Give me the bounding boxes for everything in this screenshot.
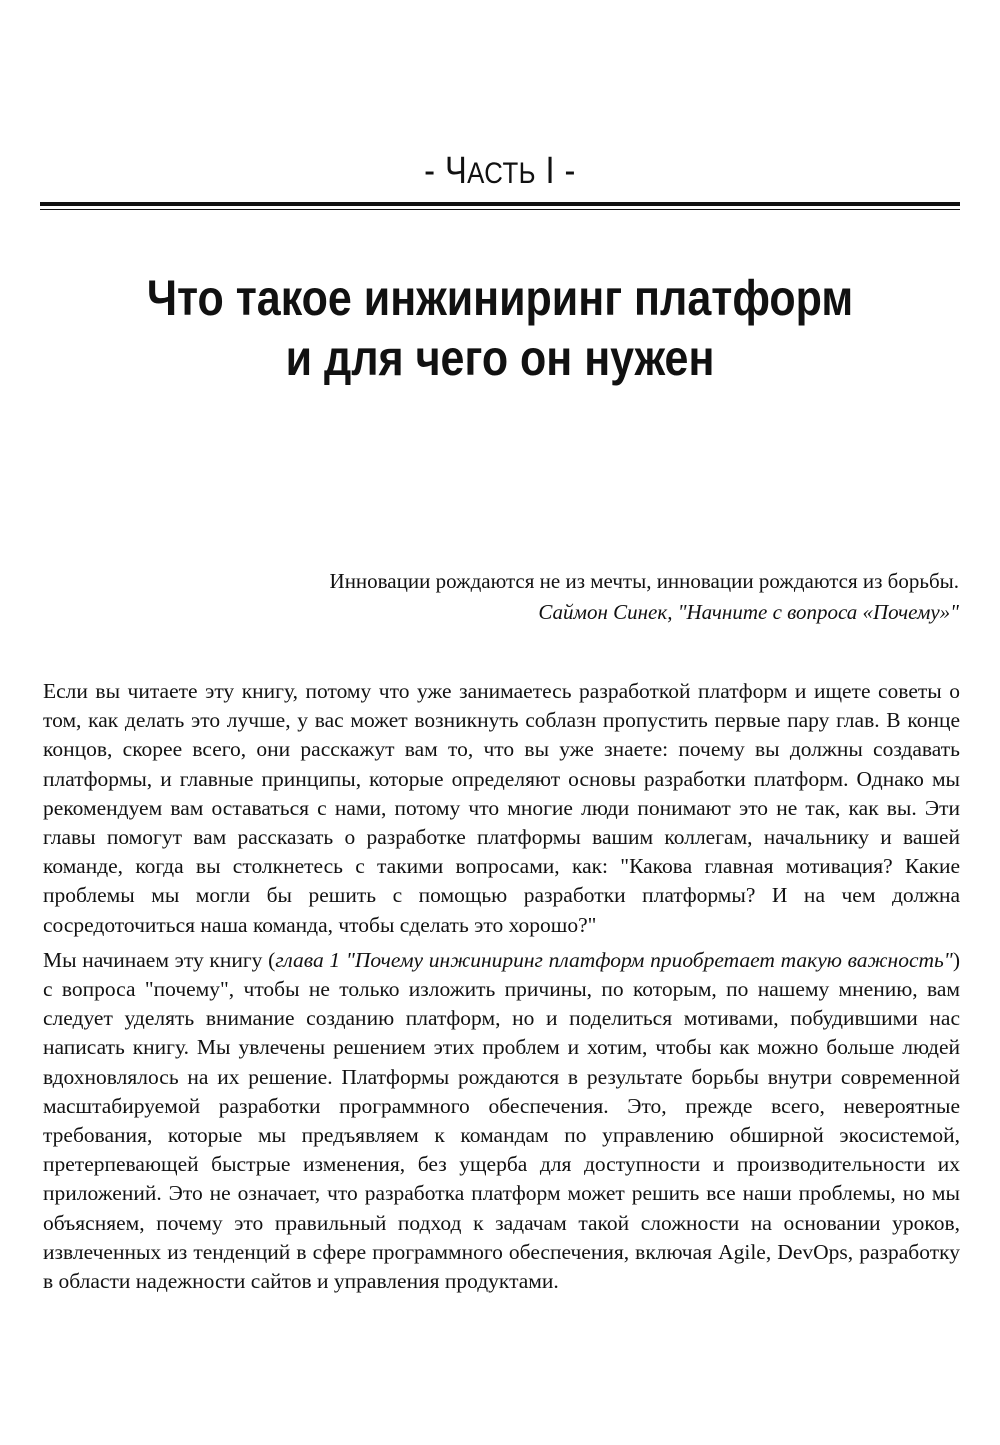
epigraph bbox=[199, 566, 959, 628]
paragraph-2-rest: ) с вопроса "почему", чтобы не только изложить причины, по которым, по нашему мнению, вам следует уделять внимание созданию платформ, но и поделиться мотивами, побудившими нас написать книгу. Мы увлечены решением этих проблем и хотим, чтобы как можно больше людей вдохновлялось на их решение. Платформы рождаются в результате борьбы внутри современной масштабируемой разработки программного обеспечения. Это, прежде всего, невероятные требования, которые мы предъявляем к командам по управлению обширной экосистемой, претерпевающей быстрые изменения, без ущерба для доступности и производительности их приложений. Это не означает, что разработка платформ может решить все наши проблемы, но мы объясняем, почему это правильный подход к задачам такой сложности на основании уроков, извлеченных из тенденций в сфере программного обеспечения, включая Agile, DevOps, разработку в области надежности сайтов и управления продуктами. bbox=[43, 947, 961, 1294]
chapter-reference: глава 1 "Почему инжиниринг платформ приобретает такую важность" bbox=[275, 947, 953, 972]
paragraph-2-start: Мы начинаем эту книгу ( bbox=[43, 947, 276, 972]
epigraph-quote: Инновации рождаются не из мечты, инновации рождаются из борьбы. bbox=[329, 569, 959, 593]
chapter-title-line-2: и для чего он нужен bbox=[285, 330, 715, 386]
epigraph-source: Саймон Синек, "Начните с вопроса «Почему»" bbox=[538, 600, 959, 624]
paragraph-2 bbox=[43, 946, 960, 1296]
paragraph-1: Если вы читаете эту книгу, потому что уже занимаетесь разработкой платформ и ищете советы о том, как делать это лучше, у вас может возникнуть соблазн пропустить первые пару глав. В конце концов, скорее всего, они расскажут вам то, что вы уже знаете: почему вы должны создавать платформы, и главные принципы, которые определяют основы разработки платформ. Однако мы рекомендуем вам оставаться с нами, потому что многие люди понимают это не так, как вы. Эти главы помогут вам рассказать о разработке платформы вашим коллегам, начальнику и вашей команде, когда вы столкнетесь с такими вопросами, как: "Какова главная мотивация? Какие проблемы мы могли бы решить с помощью разработки платформы? И на чем должна сосредоточиться наша команда, чтобы сделать это хорошо?" bbox=[43, 679, 960, 937]
body-text bbox=[43, 677, 960, 1302]
part-heading bbox=[70, 150, 930, 193]
chapter-title bbox=[0, 268, 1000, 388]
part-dash-left: - bbox=[424, 150, 445, 192]
part-first-letter: Ч bbox=[444, 150, 468, 192]
header-rule-thin bbox=[40, 209, 960, 210]
header-rule-thick bbox=[40, 202, 960, 206]
part-numeral: I - bbox=[536, 150, 576, 192]
chapter-title-line-1: Что такое инжиниринг платформ bbox=[146, 270, 854, 326]
part-word-smallcaps: АСТЬ bbox=[467, 157, 537, 190]
